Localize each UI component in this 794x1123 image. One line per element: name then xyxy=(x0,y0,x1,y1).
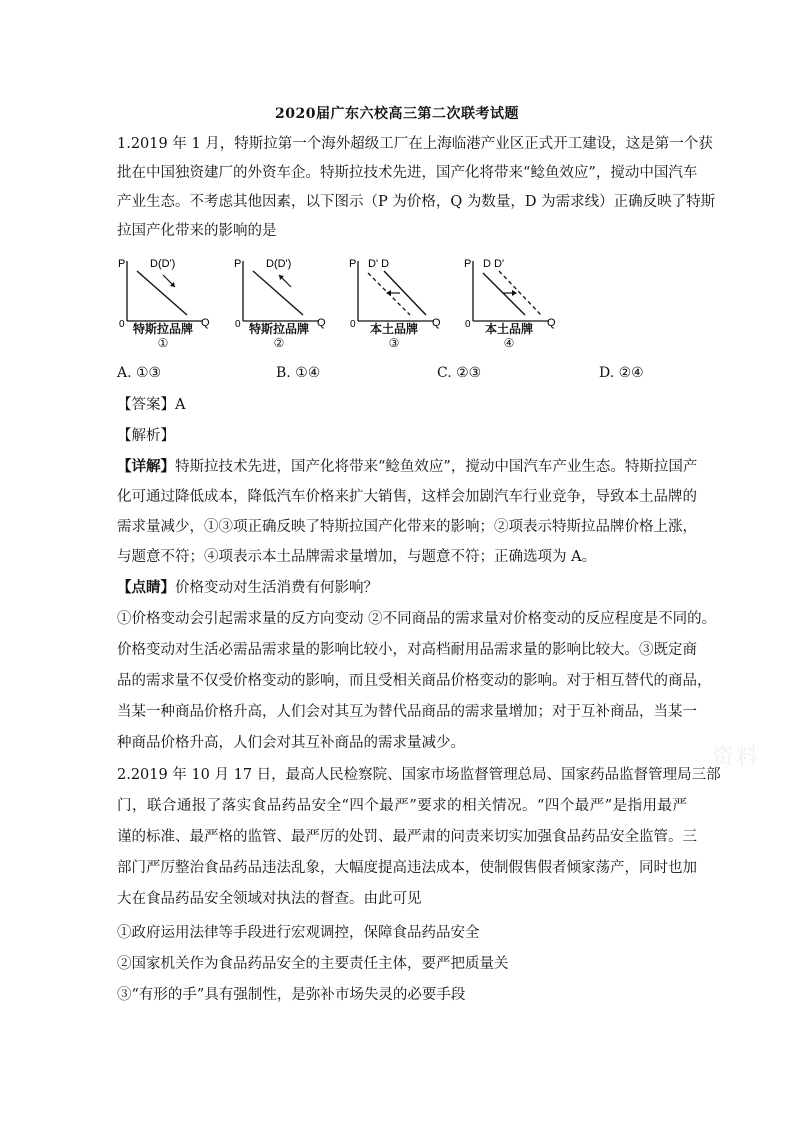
origin-label: 0 xyxy=(119,319,125,330)
tip-line-3: 价格变动对生活必需品需求量的影响比较小，对高档耐用品需求量的影响比较大。③既定商 xyxy=(117,642,697,658)
q1-line-3: 产业生态。不考虑其他因素，以下图示（P 为价格，Q 为数量，D 为需求线）正确反映了特斯 xyxy=(117,194,716,210)
q-axis-label: Q xyxy=(317,317,326,329)
answer-line: 【答案】A xyxy=(117,397,186,413)
q2-statement-3: ③“有形的手”具有强制性，是弥补市场失灵的必要手段 xyxy=(117,987,466,1003)
demand-label: D' D xyxy=(368,258,390,270)
graph-caption: 本土品牌 xyxy=(369,322,418,336)
detail-text: 特斯拉技术先进，国产化将带来“鲶鱼效应”，搅动中国汽车产业生态。特斯拉国产 xyxy=(175,459,698,475)
q2-line-4: 部门严厉整治食品药品违法乱象，大幅度提高违法成本，使制假售假者倾家荡产，同时也加 xyxy=(117,860,697,876)
q2-line-3: 谨的标准、最严格的监管、最严厉的处罚、最严肃的问责来切实加强食品药品安全监管。三 xyxy=(117,829,697,845)
tip-line-6: 种商品价格升高，人们会对其互补商品的需求量减少。 xyxy=(117,735,465,751)
detail-line-3: 需求量减少，①③项正确反映了特斯拉国产化带来的影响；②项表示特斯拉品牌价格上涨， xyxy=(117,519,697,535)
watermark: 资料 xyxy=(712,745,761,770)
tip-line-2: ①价格变动会引起需求量的反方向变动 ②不同商品的需求量对价格变动的反应程度是不同的。 xyxy=(117,611,717,627)
graph-number: ② xyxy=(273,336,285,350)
option-b: B. ①④ xyxy=(276,365,321,381)
detail-line-4: 与题意不符；④项表示本土品牌需求量增加，与题意不符；正确选项为 A。 xyxy=(117,549,597,565)
q2-statement-2: ②国家机关作为食品药品安全的主要责任主体，要严把质量关 xyxy=(117,956,509,972)
demand-label: D(D') xyxy=(150,258,176,270)
tip-tag: 【点睛】 xyxy=(117,579,175,596)
demand-label: D D' xyxy=(483,258,505,270)
graph-caption: 特斯拉品牌 xyxy=(248,322,309,336)
tip-text: 价格变动对生活消费有何影响？ xyxy=(175,580,378,596)
q-axis-label: Q xyxy=(201,317,210,329)
tip-line-1 xyxy=(117,579,687,597)
graph-number: ④ xyxy=(503,336,515,350)
tip-line-4: 品的需求量不仅受价格变动的影响，而且受相关商品价格变动的影响。对于相互替代的商品， xyxy=(117,673,712,689)
graph-caption: 本土品牌 xyxy=(484,322,533,336)
origin-label: 0 xyxy=(465,319,471,330)
p-axis-label: P xyxy=(234,258,242,270)
detail-line-2: 化可通过降低成本，降低汽车价格来扩大销售，这样会加剧汽车行业竞争，导致本土品牌的 xyxy=(117,489,697,505)
option-d: D. ②④ xyxy=(599,365,644,381)
origin-label: 0 xyxy=(235,319,241,330)
graph-2 xyxy=(233,253,325,353)
graph-3 xyxy=(348,253,440,353)
page-title: 2020届广东六校高三第二次联考试题 xyxy=(275,106,519,122)
graph-number: ③ xyxy=(388,336,400,350)
origin-label: 0 xyxy=(350,319,356,330)
p-axis-label: P xyxy=(464,258,472,270)
q-axis-label: Q xyxy=(432,317,441,329)
q1-line-2: 批在中国独资建厂的外资车企。特斯拉技术先进，国产化将带来“鲶鱼效应”，搅动中国汽车 xyxy=(117,165,698,181)
demand-label: D(D') xyxy=(266,258,292,270)
q2-line-5: 大在食品药品安全领域对执法的督查。由此可见 xyxy=(117,891,422,907)
detail-tag: 【详解】 xyxy=(117,458,175,475)
detail-line-1 xyxy=(117,458,698,476)
tip-line-5: 当某一种商品价格升高，人们会对其互为替代品商品的需求量增加；对于互补商品，当某一 xyxy=(117,704,697,720)
graph-4 xyxy=(463,253,555,353)
q2-statement-1: ①政府运用法律等手段进行宏观调控，保障食品药品安全 xyxy=(117,925,480,941)
q1-line-1: 1.2019 年 1 月，特斯拉第一个海外超级工厂在上海临港产业区正式开工建设，这是第一个获 xyxy=(117,136,713,152)
p-axis-label: P xyxy=(349,258,357,270)
q2-line-2: 门，联合通报了落实食品药品安全“四个最严”要求的相关情况。“四个最严”是指用最严 xyxy=(117,798,687,814)
option-c: C. ②③ xyxy=(437,365,482,381)
option-a: A. ①③ xyxy=(117,365,162,381)
graph-1 xyxy=(117,253,209,353)
p-axis-label: P xyxy=(118,258,126,270)
q1-line-4: 拉国产化带来的影响的是 xyxy=(117,223,277,239)
q-axis-label: Q xyxy=(547,317,556,329)
graph-number: ① xyxy=(157,336,169,350)
analysis-tag: 【解析】 xyxy=(117,428,175,444)
q2-line-1: 2.2019 年 10 月 17 日，最高人民检察院、国家市场监督管理总局、国家药品监督管理局三部 xyxy=(117,767,721,783)
graph-caption: 特斯拉品牌 xyxy=(132,322,193,336)
